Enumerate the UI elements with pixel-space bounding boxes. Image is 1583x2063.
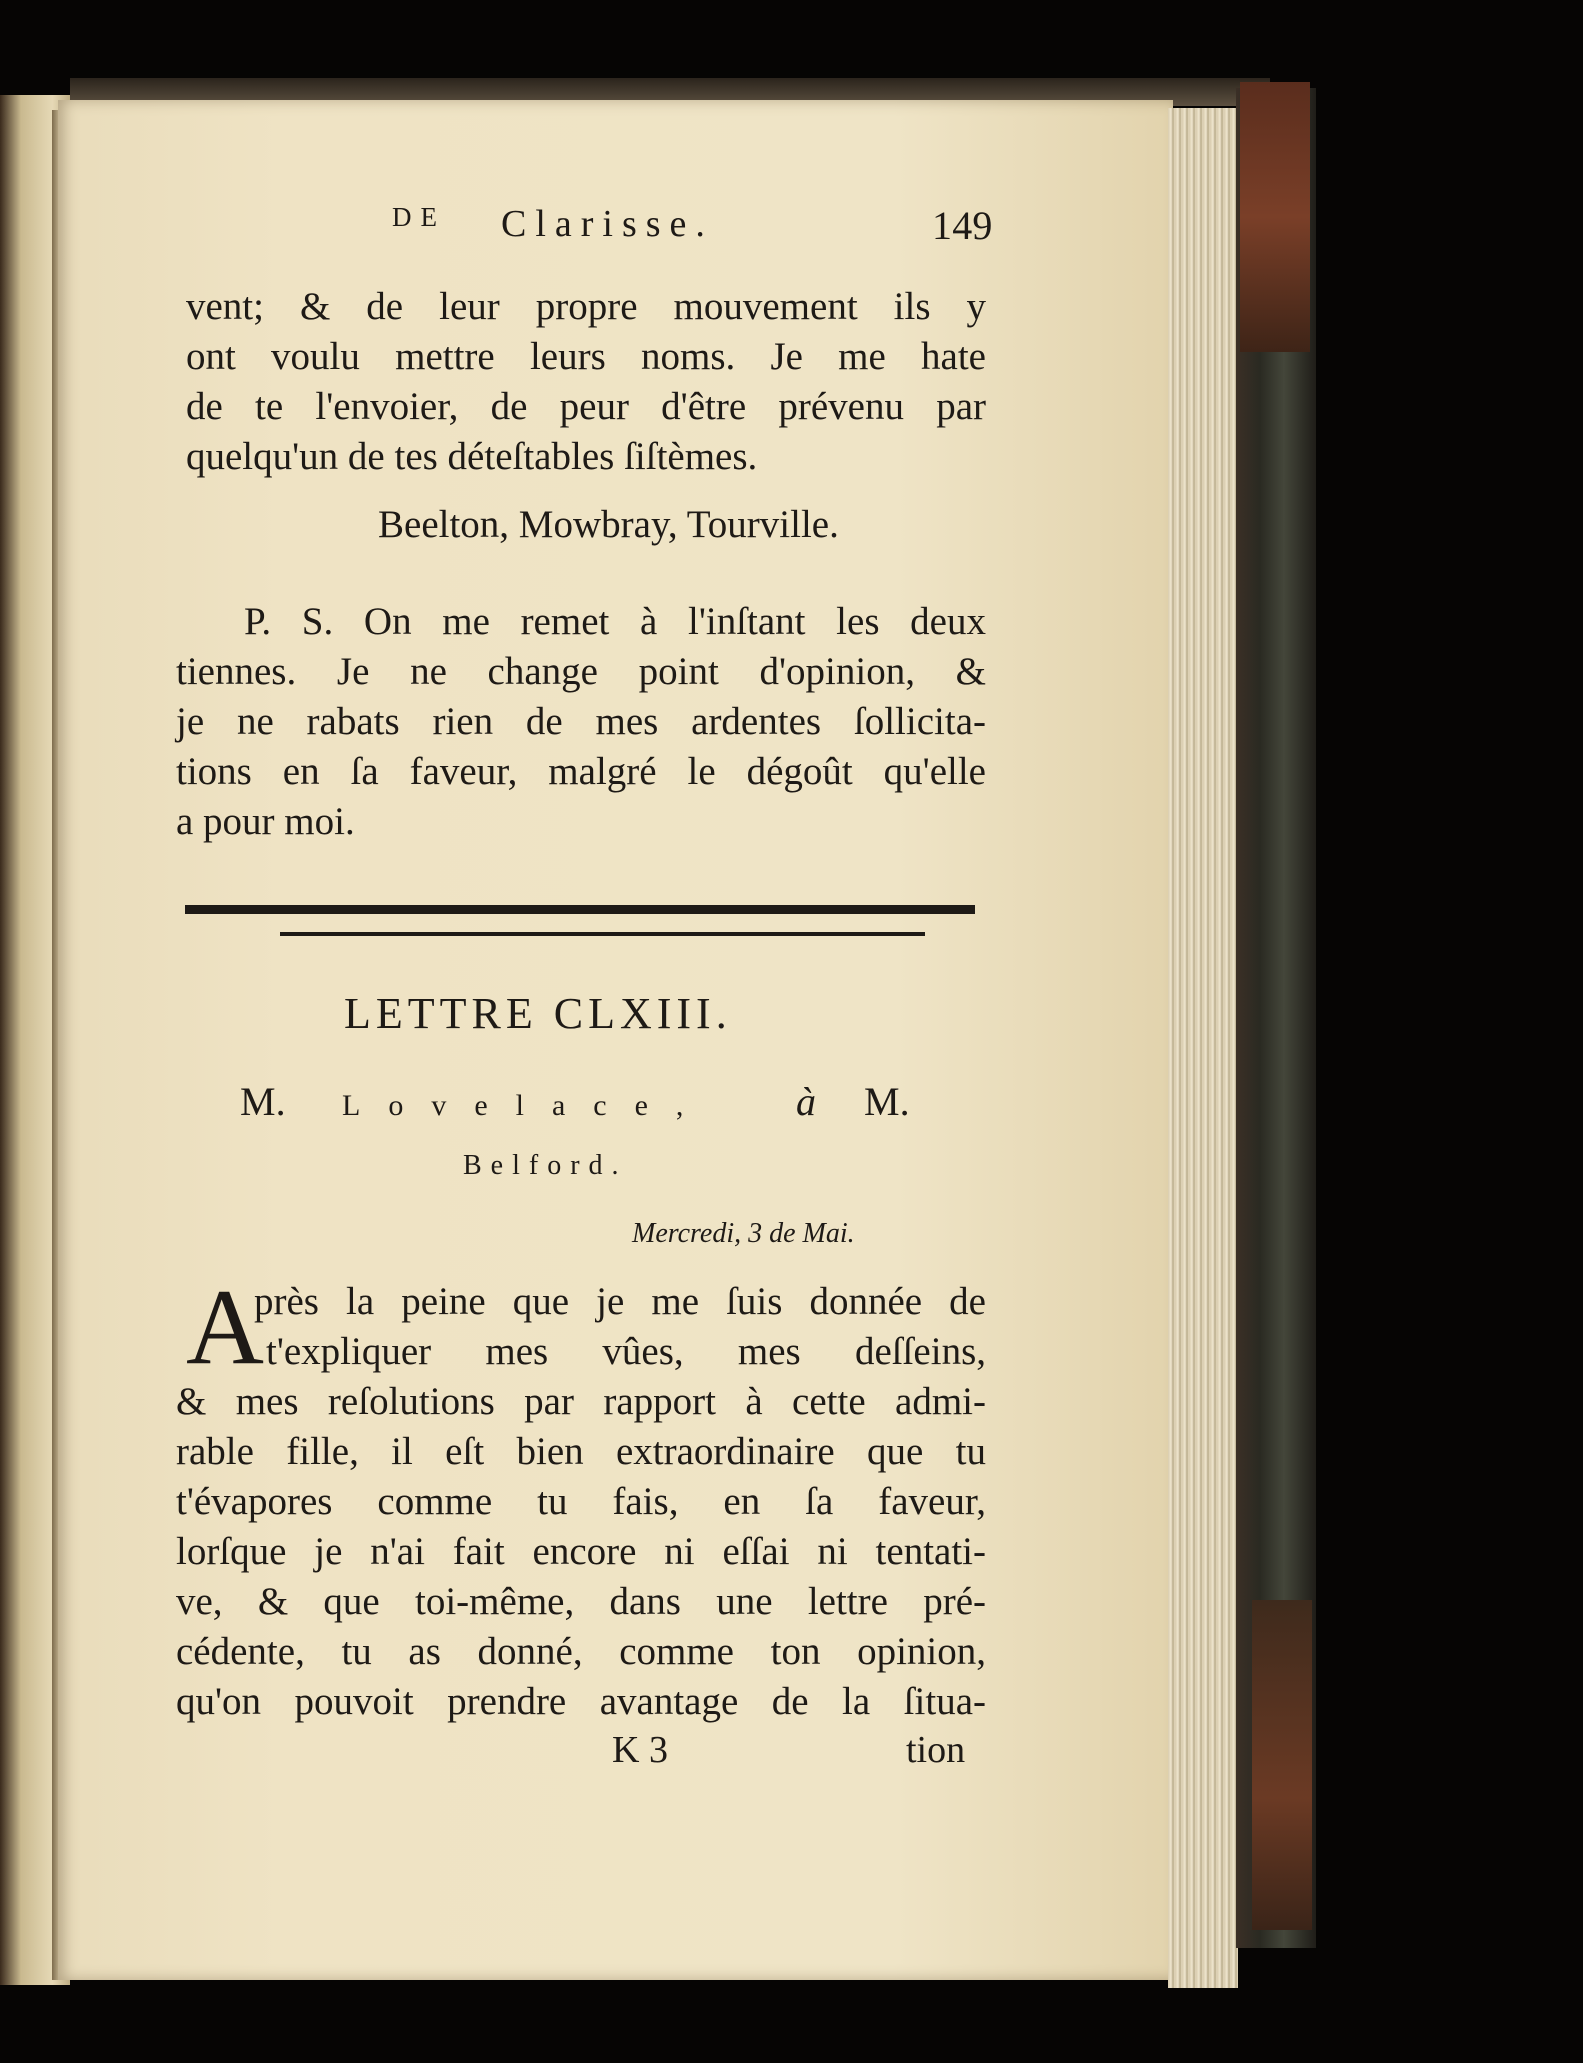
text-line: lorſque je n'ai fait encore ni eſſai ni tentati- [176, 1530, 986, 1573]
running-head-de: DE [392, 202, 446, 232]
running-head-title [501, 202, 714, 246]
address-a: à [796, 1079, 816, 1124]
page-edges [1168, 108, 1238, 1988]
text-line: je ne rabats rien de mes ardentes ſollicita- [176, 700, 986, 743]
text-line: a pour moi. [176, 800, 355, 843]
letter-body [176, 1268, 986, 1727]
signatures: Beelton, Mowbray, Tourville. [378, 503, 839, 546]
text-line: & mes reſolutions par rapport à cette admi- [176, 1380, 986, 1423]
leather-corner-top [1240, 82, 1310, 352]
page-number: 149 [932, 203, 993, 248]
address-lovelace [342, 1078, 711, 1125]
text-line: de te l'envoier, de peur d'être prévenu par [186, 385, 986, 428]
text-line: vent; & de leur propre mouvement ils y [186, 285, 986, 328]
address-m: M. [240, 1079, 286, 1124]
text-line: tions en ſa faveur, malgré le dégoût qu'elle [176, 750, 986, 793]
text-line: ont voulu mettre leurs noms. Je me hate [186, 335, 986, 378]
drop-capital: A [186, 1268, 264, 1387]
text-line: près la peine que je me ſuis donnée de [254, 1280, 986, 1323]
address-m2: M. [864, 1079, 910, 1124]
divider-rule [280, 932, 925, 936]
signature-mark: K 3 [612, 1729, 668, 1771]
address-lovelace-text: Lovelace, [342, 1089, 712, 1122]
text-line: t'expliquer mes vûes, mes deſſeins, [266, 1330, 986, 1373]
ornamental-rule [185, 905, 975, 914]
text-line: t'évapores comme tu fais, en ſa faveur, [176, 1480, 986, 1523]
paragraph-1 [186, 282, 986, 482]
text-line: rable fille, il eſt bien extraordinaire que tu [176, 1430, 986, 1473]
address-belford [463, 1140, 628, 1184]
address-belford-text: Belford. [463, 1150, 628, 1181]
text-line: P. S. On me remet à l'inſtant les deux [244, 600, 986, 643]
text-line: ve, & que toi-même, dans une lettre pré- [176, 1580, 986, 1623]
running-head-title-text: Clarisse. [501, 203, 714, 245]
text-line: tiennes. Je ne change point d'opinion, & [176, 650, 986, 693]
letter-title: LETTRE CLXIII. [344, 989, 732, 1038]
text-line: quelqu'un de tes déteſtables ſiſtèmes. [186, 435, 758, 478]
text-line: qu'on pouvoit prendre avantage de la ſitua- [176, 1680, 986, 1723]
catchword: tion [906, 1729, 966, 1771]
leather-corner-bottom [1252, 1600, 1312, 1930]
postscript [176, 597, 986, 847]
letter-date: Mercredi, 3 de Mai. [632, 1218, 855, 1249]
text-line: cédente, tu as donné, comme ton opinion, [176, 1630, 986, 1673]
